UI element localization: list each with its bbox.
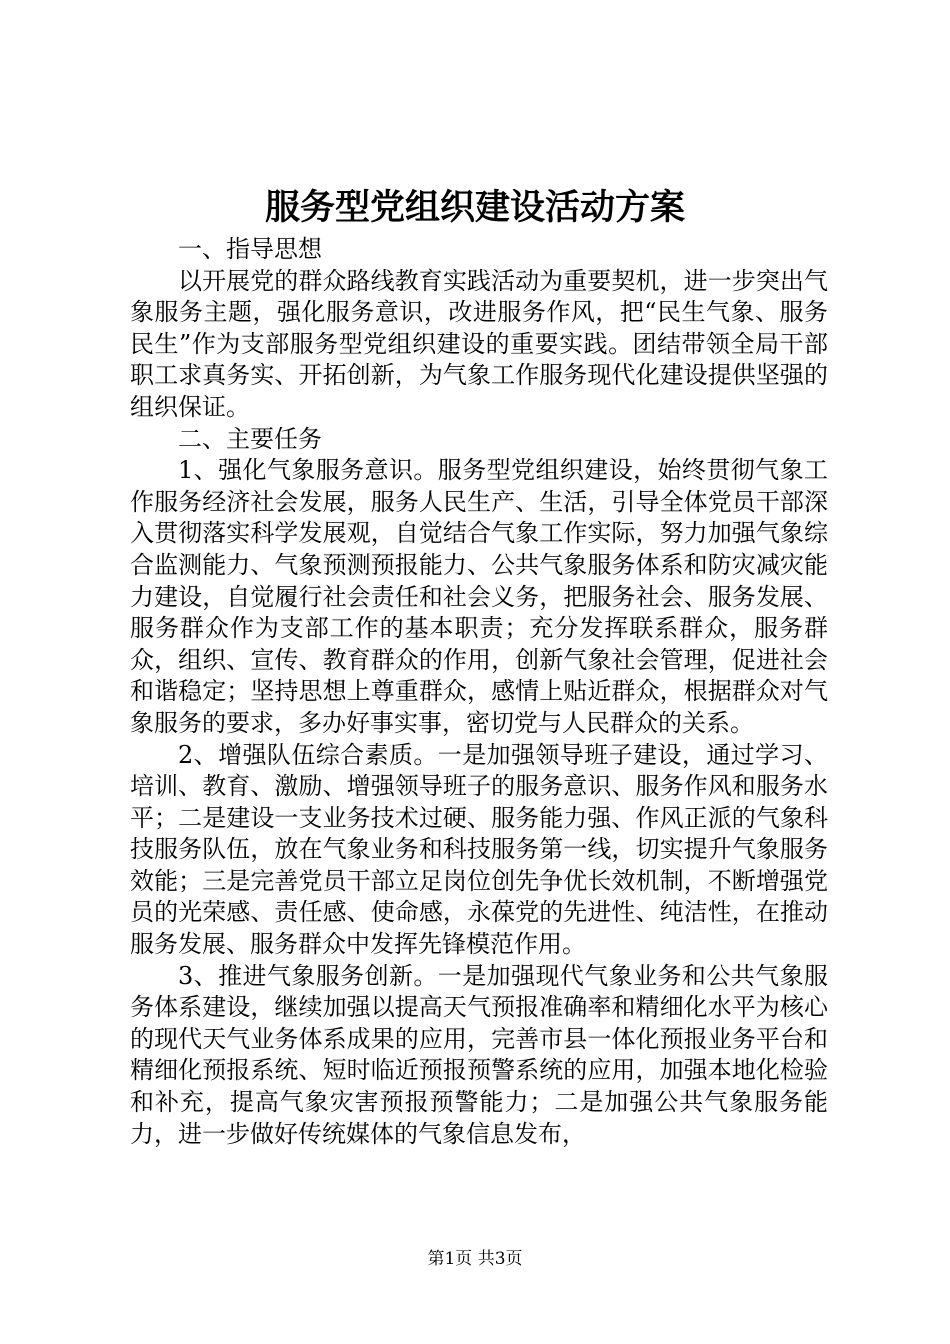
page-number-footer: 第1页 共3页 [427,1249,523,1269]
paragraph-guiding-ideology: 以开展党的群众路线教育实践活动为重要契机，进一步突出气象服务主题，强化服务意识，改进服务作风，把“民生气象、服务民生”作为支部服务型党组织建设的重要实践。团结带领全局干部职工求真务实、开拓创新，为气象工作服务现代化建设提供坚强的组织保证。 [130,266,828,421]
document-title: 服务型党组织建设活动方案 [264,187,685,228]
section-heading-guiding-ideology: 一、指导思想 [178,235,322,263]
paragraph-task-3: 3、推进气象服务创新。一是加强现代气象业务和公共气象服务体系建设，继续加强以提高天气预报准确率和精细化水平为核心的现代天气业务体系成果的应用，完善市县一体化预报业务平台和精细化预报系统、短时临近预报预警系统的应用，加强本地化检验和补充，提高气象灾害预报预警能力；二是加强公共气象服务能力，进一步做好传统媒体的气象信息发布， [130,961,828,1148]
section-heading-main-tasks: 二、主要任务 [178,424,322,453]
paragraph-task-2: 2、增强队伍综合素质。一是加强领导班子建设，通过学习、培训、教育、激励、增强领导班子的服务意识、服务作风和服务水平；二是建设一支业务技术过硬、服务能力强、作风正派的气象科技服务队伍，放在气象业务和科技服务第一线，切实提升气象服务效能；三是完善党员干部立足岗位创先争优长效机制，不断增强党员的光荣感、责任感、使命感，永葆党的先进性、纯洁性，在推动服务发展、服务群众中发挥先锋模范作用。 [130,740,828,959]
document-body [130,234,828,1150]
paragraph-task-1: 1、强化气象服务意识。服务型党组织建设，始终贯彻气象工作服务经济社会发展，服务人民生产、生活，引导全体党员干部深入贯彻落实科学发展观，自觉结合气象工作实际，努力加强气象综合监测能力、气象预测预报能力、公共气象服务体系和防灾减灾能力建设，自觉履行社会责任和社会义务，把服务社会、服务发展、服务群众作为支部工作的基本职责；充分发挥联系群众，服务群众，组织、宣传、教育群众的作用，创新气象社会管理，促进社会和谐稳定；坚持思想上尊重群众，感情上贴近群众，根据群众对气象服务的要求，多办好事实事，密切党与人民群众的关系。 [130,456,828,737]
